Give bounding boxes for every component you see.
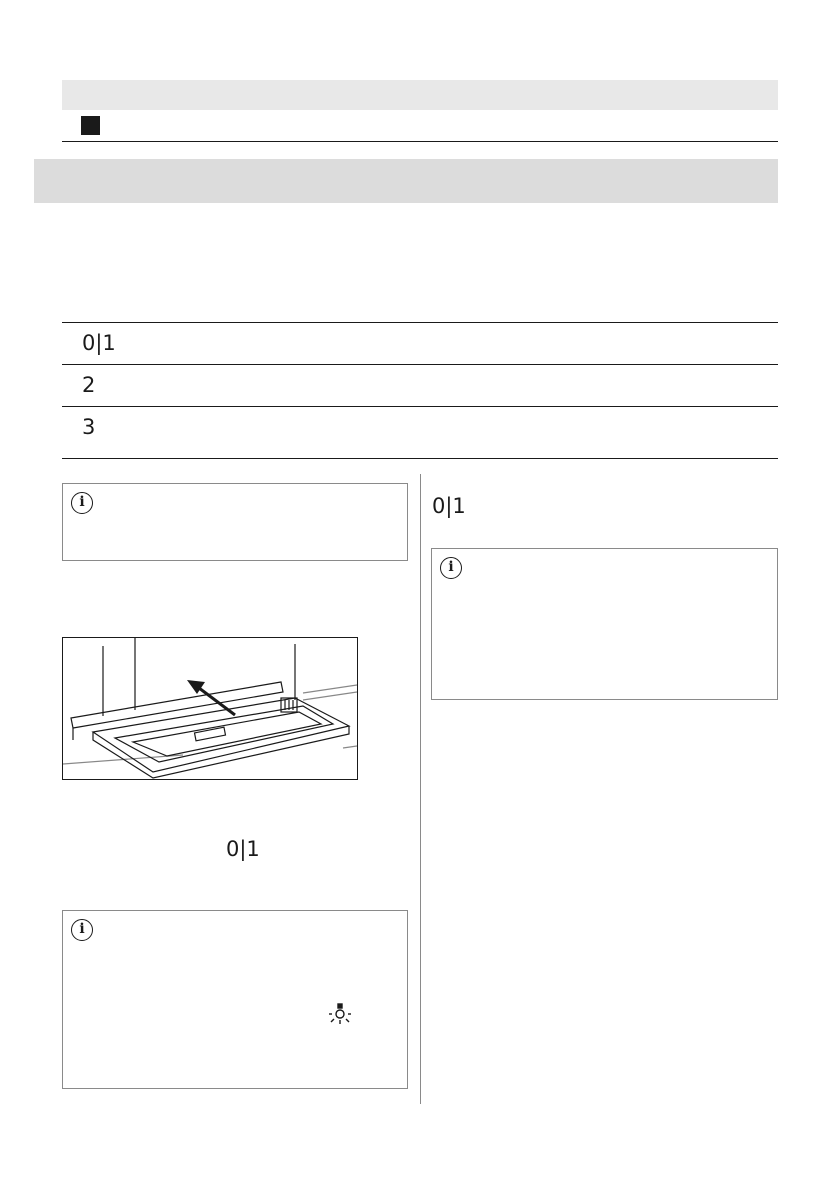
column-divider <box>420 474 421 1104</box>
table-divider <box>62 322 778 323</box>
info-box <box>62 483 408 561</box>
table-divider <box>62 406 778 407</box>
hood-drawing <box>63 638 357 779</box>
section-heading-bar <box>34 159 778 203</box>
info-icon: i <box>71 919 93 941</box>
control-symbol-on-off: 0|1 <box>82 331 116 355</box>
section-square-icon <box>81 116 100 135</box>
header-divider <box>62 141 778 142</box>
info-icon: i <box>71 492 93 514</box>
light-bulb-icon <box>329 1003 351 1025</box>
table-divider <box>62 364 778 365</box>
info-box-light <box>62 910 408 1089</box>
info-box-right <box>431 548 778 700</box>
on-off-symbol-inline: 0|1 <box>226 837 260 861</box>
control-symbol-speed-2: 2 <box>82 373 96 397</box>
table-divider <box>62 458 778 459</box>
hood-illustration <box>62 637 358 780</box>
on-off-symbol: 0|1 <box>432 494 466 518</box>
control-symbol-speed-3: 3 <box>82 415 96 439</box>
header-rule <box>62 80 778 110</box>
info-icon: i <box>440 557 462 579</box>
